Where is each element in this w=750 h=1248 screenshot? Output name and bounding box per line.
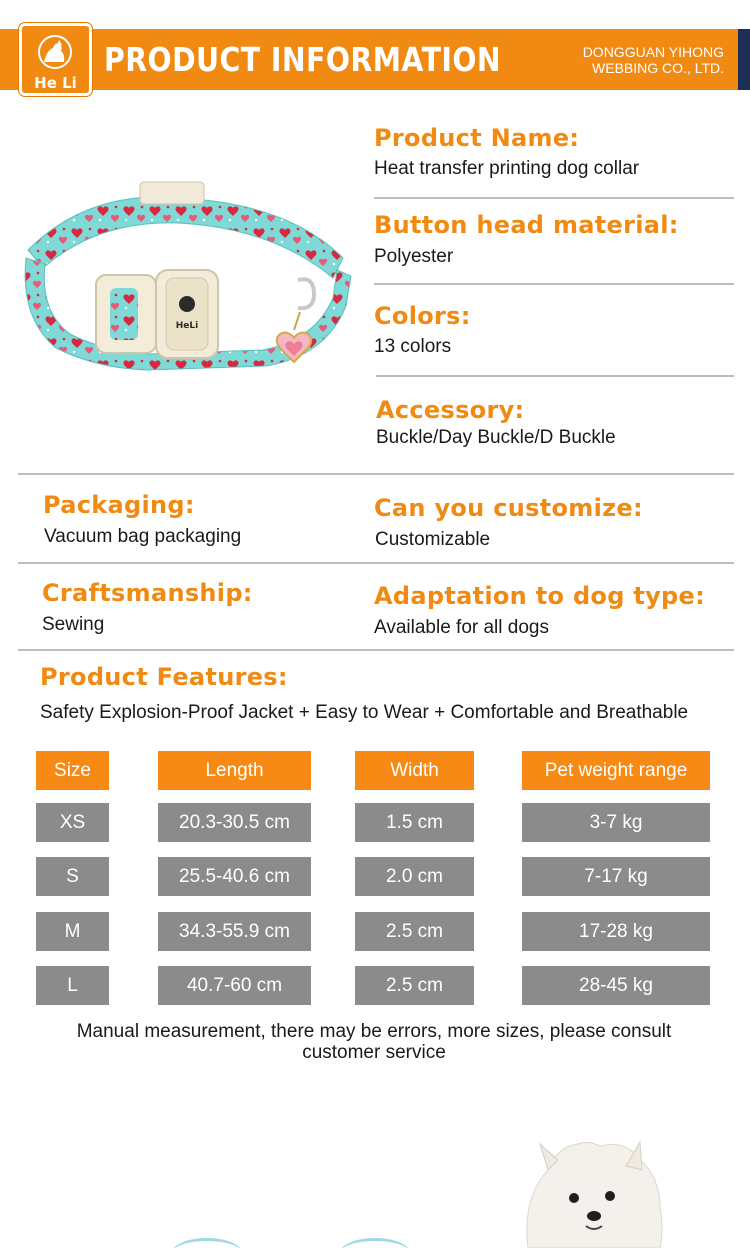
decorative-arc — [172, 1238, 242, 1248]
measurement-note: Manual measurement, there may be errors, more sizes, please consult customer service — [76, 1021, 672, 1063]
divider — [18, 473, 734, 475]
brand-logo — [19, 23, 92, 96]
accessory-label: Accessory: — [376, 396, 525, 424]
collar-logo-text: HeLi — [175, 321, 199, 331]
accessory-value: Buckle/Day Buckle/D Buckle — [376, 427, 616, 448]
customize-label: Can you customize: — [374, 494, 643, 522]
table-header-length: Length — [158, 751, 311, 790]
table-cell: 34.3-55.9 cm — [158, 912, 311, 951]
divider — [374, 283, 734, 285]
table-cell: 20.3-30.5 cm — [158, 803, 311, 842]
table-cell: XS — [36, 803, 109, 842]
header-right-stripe — [738, 29, 750, 90]
colors-label: Colors: — [374, 302, 471, 330]
company-line-2: WEBBING CO., LTD. — [592, 60, 724, 76]
table-cell: 40.7-60 cm — [158, 966, 311, 1005]
divider — [376, 375, 734, 377]
packaging-value: Vacuum bag packaging — [44, 526, 242, 547]
table-cell: 25.5-40.6 cm — [158, 857, 311, 896]
adaptation-label: Adaptation to dog type: — [374, 582, 706, 610]
divider — [18, 649, 734, 651]
packaging-label: Packaging: — [43, 491, 195, 519]
company-name — [583, 44, 724, 76]
table-cell: 2.5 cm — [355, 966, 474, 1005]
features-label: Product Features: — [40, 663, 288, 691]
table-cell: 2.0 cm — [355, 857, 474, 896]
product-name-value: Heat transfer printing dog collar — [374, 158, 640, 179]
decorative-arc — [340, 1238, 410, 1248]
craftsmanship-label: Craftsmanship: — [42, 579, 253, 607]
adaptation-value: Available for all dogs — [374, 617, 549, 638]
customize-value: Customizable — [375, 529, 491, 550]
table-cell: 7-17 kg — [522, 857, 710, 896]
features-value: Safety Explosion-Proof Jacket + Easy to Wear + Comfortable and Breathable — [40, 702, 689, 723]
heart-print-collar-image — [18, 180, 358, 390]
table-cell: 2.5 cm — [355, 912, 474, 951]
button-head-value: Polyester — [374, 246, 454, 267]
colors-value: 13 colors — [374, 336, 452, 357]
divider — [18, 562, 734, 564]
table-header-width: Width — [355, 751, 474, 790]
white-puppy-image — [518, 1140, 678, 1248]
table-cell: M — [36, 912, 109, 951]
button-head-label: Button head material: — [374, 211, 679, 239]
table-cell: 3-7 kg — [522, 803, 710, 842]
product-name-label: Product Name: — [374, 124, 580, 152]
divider — [374, 197, 734, 199]
table-header-size: Size — [36, 751, 109, 790]
page-title: PRODUCT INFORMATION — [104, 40, 502, 79]
table-cell: S — [36, 857, 109, 896]
table-cell: 28-45 kg — [522, 966, 710, 1005]
craftsmanship-value: Sewing — [42, 614, 105, 635]
table-cell: L — [36, 966, 109, 1005]
table-cell: 1.5 cm — [355, 803, 474, 842]
company-line-1: DONGGUAN YIHONG — [582, 44, 724, 60]
table-header-weight: Pet weight range — [522, 751, 710, 790]
logo-text: He Li — [34, 74, 77, 92]
table-cell: 17-28 kg — [522, 912, 710, 951]
